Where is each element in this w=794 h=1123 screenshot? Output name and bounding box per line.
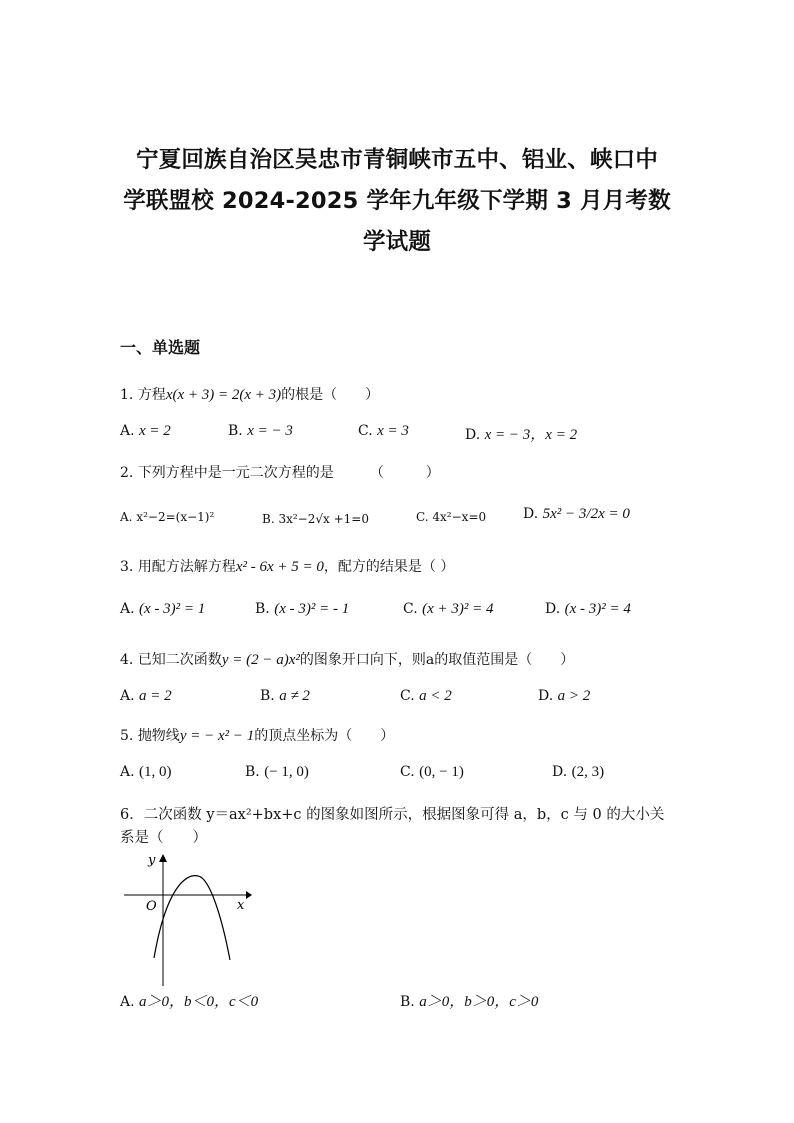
option-5c [400,764,464,781]
title-line-2: 学联盟校 2024-2025 学年九年级下学期 3 月月考数 [123,188,671,214]
option-3d [545,601,631,618]
question-6-line-1: 6．二次函数 y＝ax²+bx+c 的图象如图所示，根据图象可得 a，b，c 与 0 的大小关 [120,807,665,823]
option-math: x = − 3，x = 2 [484,427,578,443]
option-1a [120,423,171,440]
option-math: a ≠ 2 [279,688,310,704]
option-math: (1, 0) [139,764,172,780]
option-2d [523,506,630,523]
option-6b [400,990,538,1011]
option-4c [400,688,452,705]
y-axis-label: y [148,853,156,868]
parabola-graph [118,848,253,988]
question-number: 4. [120,652,134,668]
section-heading: 一、单选题 [120,338,201,357]
option-math: (x - 3)² = 1 [139,601,206,617]
option-1b [228,423,293,440]
question-text: 下列方程中是一元二次方程的是 [137,465,334,481]
option-math: 3x²−2√x +1=0 [278,512,369,526]
parabola-curve [154,876,230,960]
question-text: 用配方法解方程 [137,559,236,575]
option-2c [416,510,486,524]
option-label: C. [358,423,373,439]
option-label: B. [400,994,415,1010]
question-text: 已知二次函数 [137,652,222,668]
option-3b [255,601,349,618]
option-label: D. [552,764,568,780]
option-math: a＞0，b＞0，c＞0 [419,994,539,1010]
option-1c [358,423,409,440]
question-text-tail: 的根是（ ） [281,387,380,403]
question-5 [120,725,394,745]
option-5d [552,764,604,781]
question-number: 3. [120,559,134,575]
question-number: 1. [120,387,134,403]
option-math: (2, 3) [571,764,605,780]
option-math: a > 2 [557,688,591,704]
option-4d [538,688,590,705]
question-text: 方程 [137,387,166,403]
option-label: D. [465,427,481,443]
option-label: D. [523,506,539,522]
option-label: A. [120,994,135,1010]
title-line-1: 宁夏回族自治区吴忠市青铜峡市五中、铝业、峡口中 [135,147,659,173]
option-label: B. [245,764,260,780]
question-2 [120,462,440,482]
option-2b [262,512,369,526]
question-number: 5. [120,728,134,744]
question-text-tail: 的图象开口向下，则a的取值范围是（ ） [299,652,575,668]
option-math: x²−2=(x−1)² [136,510,215,524]
option-math: (0, − 1) [419,764,464,780]
option-label: B. [262,512,275,526]
option-math: x = − 3 [247,423,293,439]
question-math: x(x + 3) = 2(x + 3) [165,387,282,403]
option-label: A. [120,601,135,617]
option-2a [120,510,214,524]
option-math: 4x²−x=0 [432,510,487,524]
exam-title [110,140,684,263]
option-label: C. [403,601,418,617]
option-math: (− 1, 0) [264,764,309,780]
option-label: C. [416,510,429,524]
question-number: 2. [120,465,134,481]
option-3a [120,601,205,618]
option-label: A. [120,764,135,780]
option-math: a＞0，b＜0，c＜0 [139,994,259,1010]
question-6-line-2: 系是（ ） [120,830,207,846]
question-4 [120,649,574,669]
option-math: (x - 3)² = 4 [564,601,631,617]
option-math: a < 2 [419,688,452,704]
option-4b [260,688,310,705]
option-math: x = 3 [377,423,409,439]
option-math: (x - 3)² = - 1 [274,601,350,617]
y-axis-arrow [159,854,167,862]
option-3c [403,601,494,618]
option-label: B. [255,601,270,617]
option-label: C. [400,764,415,780]
option-math: (x + 3)² = 4 [422,601,494,617]
question-1 [120,384,379,404]
question-text-tail: ，配方的结果是（ ） [323,559,455,575]
question-text: 抛物线 [137,728,180,744]
option-label: D. [545,601,561,617]
option-4a [120,688,172,705]
option-5a [120,764,172,781]
option-5b [245,764,309,781]
option-label: B. [228,423,243,439]
option-math: a = 2 [139,688,172,704]
option-label: A. [120,510,133,524]
x-axis-label: x [237,898,245,913]
question-math: y = − x² − 1 [179,728,255,744]
option-label: D. [538,688,554,704]
option-math: 5x² − 3/2x = 0 [542,506,630,522]
x-axis-arrow [246,891,252,899]
question-math: y = (2 − a)x² [221,652,300,668]
title-line-3: 学试题 [362,229,432,255]
origin-label: O [146,899,157,914]
option-label: A. [120,688,135,704]
option-1d [465,423,577,444]
option-label: A. [120,423,135,439]
option-math: x = 2 [139,423,171,439]
question-text-tail: 的顶点坐标为（ ） [254,728,395,744]
question-text-tail: （ ） [369,465,440,481]
question-math: x² - 6x + 5 = 0 [235,559,324,575]
question-3 [120,556,454,576]
option-6a [120,990,258,1011]
option-label: B. [260,688,275,704]
option-label: C. [400,688,415,704]
